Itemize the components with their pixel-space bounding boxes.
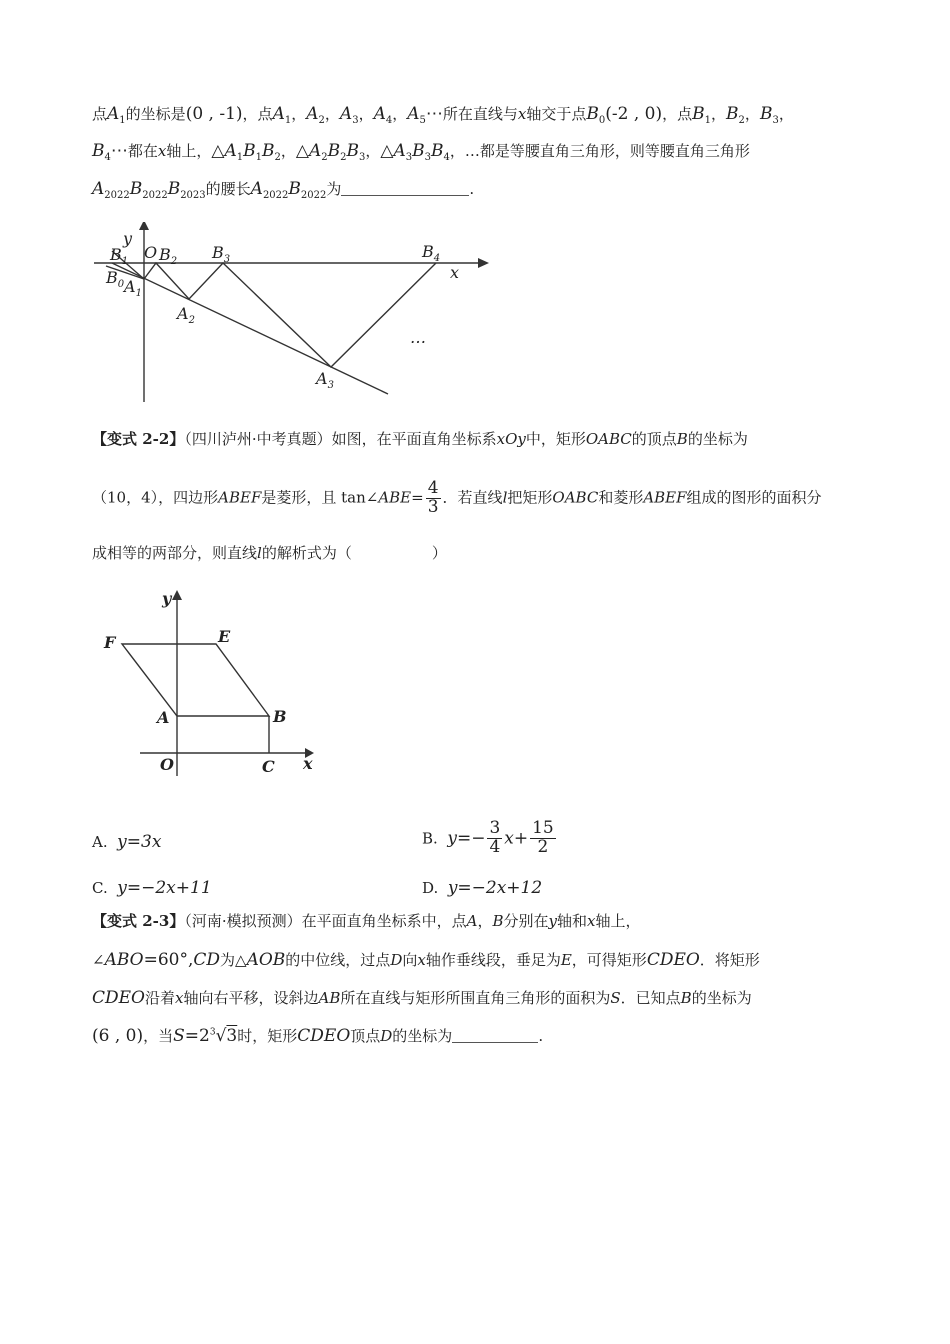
zigzag: [112, 251, 436, 367]
text: .: [469, 180, 475, 198]
triangles: $\triangle A_1B_1B_2$，$\triangle A_2B_2B_3$，$\triangle A_3B_3B_4$: [211, 141, 450, 163]
option-d[interactable]: D. y=−2x+12: [422, 878, 543, 898]
problem3-line4: (6 , 0)，当$S=2^3√3$时，矩形CDEO顶点D的坐标为 .: [92, 1026, 544, 1046]
label-O: O: [144, 243, 158, 262]
problem3-line3: CDEO沿着x轴向右平移，设斜边AB所在直线与矩形所围直角三角形的面积为S．已知点B的坐标为: [92, 988, 752, 1008]
label-F: F: [104, 633, 116, 652]
text: （四川泸州·中考真题）如图，在平面直角坐标系: [184, 430, 497, 448]
problem1-line2: [92, 143, 750, 163]
text: ，点: [242, 105, 273, 123]
text: 点: [92, 105, 108, 123]
points-a1-a5: $A_1$，$A_2$，$A_3$，$A_4$，$A_5\cdots$: [272, 104, 443, 126]
point-b0: $B_0$: [586, 104, 606, 126]
leg-2022: $A_{2022}B_{2022}$: [250, 179, 327, 201]
label-dots: …: [410, 328, 426, 347]
fraction-4-3: $\frac{4}{3}$: [427, 478, 439, 517]
var-x: x: [517, 105, 527, 123]
text: 轴交于点: [526, 105, 587, 123]
label-O: O: [160, 755, 174, 774]
label-A1: $A_1$: [124, 277, 142, 299]
label-E: E: [218, 627, 231, 646]
answer-blank[interactable]: [341, 195, 469, 196]
text: 轴上，: [166, 142, 212, 160]
option-a[interactable]: A. y=3x: [92, 832, 162, 852]
point-b4: $B_4\cdots$: [92, 141, 128, 163]
text: ，点: [662, 105, 693, 123]
label-B3: $B_3$: [212, 243, 231, 265]
problem2-line3: 成相等的两部分，则直线l的解析式为（ ）: [92, 544, 447, 562]
label-y: y: [162, 589, 172, 608]
y-arrow: [139, 222, 149, 230]
label-A: A: [157, 708, 170, 727]
label-y: y: [123, 229, 133, 248]
label-C: C: [262, 757, 275, 776]
point-a1: $A_1$: [107, 104, 126, 126]
problem3-line2: ∠ABO=60°,CD为△AOB的中位线，过点D向x轴作垂线段，垂足为E，可得矩形CDEO．将矩形: [92, 950, 760, 970]
text: 所在直线与: [442, 105, 518, 123]
problem1-line3: [92, 181, 474, 201]
figure1: [92, 222, 492, 404]
coord-a1: (0 , -1): [185, 104, 243, 124]
problem1-line1: [92, 106, 794, 126]
label-B4: $B_4$: [422, 242, 441, 264]
label-x: x: [450, 263, 460, 282]
line-a-points: [112, 263, 388, 394]
text: 的腰长: [205, 180, 251, 198]
label-x: x: [303, 754, 313, 773]
label-B: B: [273, 707, 287, 726]
problem3-line1: 【变式 2-3】（河南·模拟预测）在平面直角坐标系中，点A，B分别在y轴和x轴上，: [92, 912, 641, 930]
x-arrow: [478, 258, 489, 268]
rhombus-abef: [122, 644, 269, 716]
variant-tag: 【变式 2-3】: [92, 912, 185, 930]
cube-root: $^3$√3: [209, 1026, 238, 1046]
text: 为: [326, 180, 342, 198]
label-B1: $B_1$: [110, 245, 129, 267]
problem2-line2: （10，4），四边形ABEF是菱形，且 tan∠ABE= $\frac{4}{3}$ ．若直线l把矩形OABC和菱形ABEF组成的图形的面积分: [92, 478, 822, 517]
label-B0: $B_0$: [106, 268, 125, 290]
label-B2: $B_2$: [159, 245, 178, 267]
answer-blank[interactable]: [452, 1042, 538, 1043]
label-A3: $A_3$: [316, 369, 334, 391]
variant-tag: 【变式 2-2】: [92, 430, 185, 448]
option-c[interactable]: C. y=−2x+11: [92, 878, 212, 898]
text: 的坐标是: [125, 105, 186, 123]
text: 都在: [127, 142, 158, 160]
triangle-2022: $A_{2022}B_{2022}B_{2023}$: [92, 179, 206, 201]
option-b[interactable]: B. y=− $\frac{3}{4}$ x+ $\frac{15}{2}$: [422, 818, 554, 857]
figure2: [100, 588, 325, 778]
var-x: x: [157, 142, 167, 160]
points-b1-b3: $B_1$，$B_2$，$B_3$，: [692, 104, 794, 126]
problem2-line1: 【变式 2-2】（四川泸州·中考真题）如图，在平面直角坐标系xOy中，矩形OABC的顶点B的坐标为: [92, 430, 748, 448]
label-A2: $A_2$: [177, 304, 195, 326]
coord-b0: (-2 , 0): [605, 104, 663, 124]
text: ，…都是等腰直角三角形，则等腰直角三角形: [449, 142, 750, 160]
